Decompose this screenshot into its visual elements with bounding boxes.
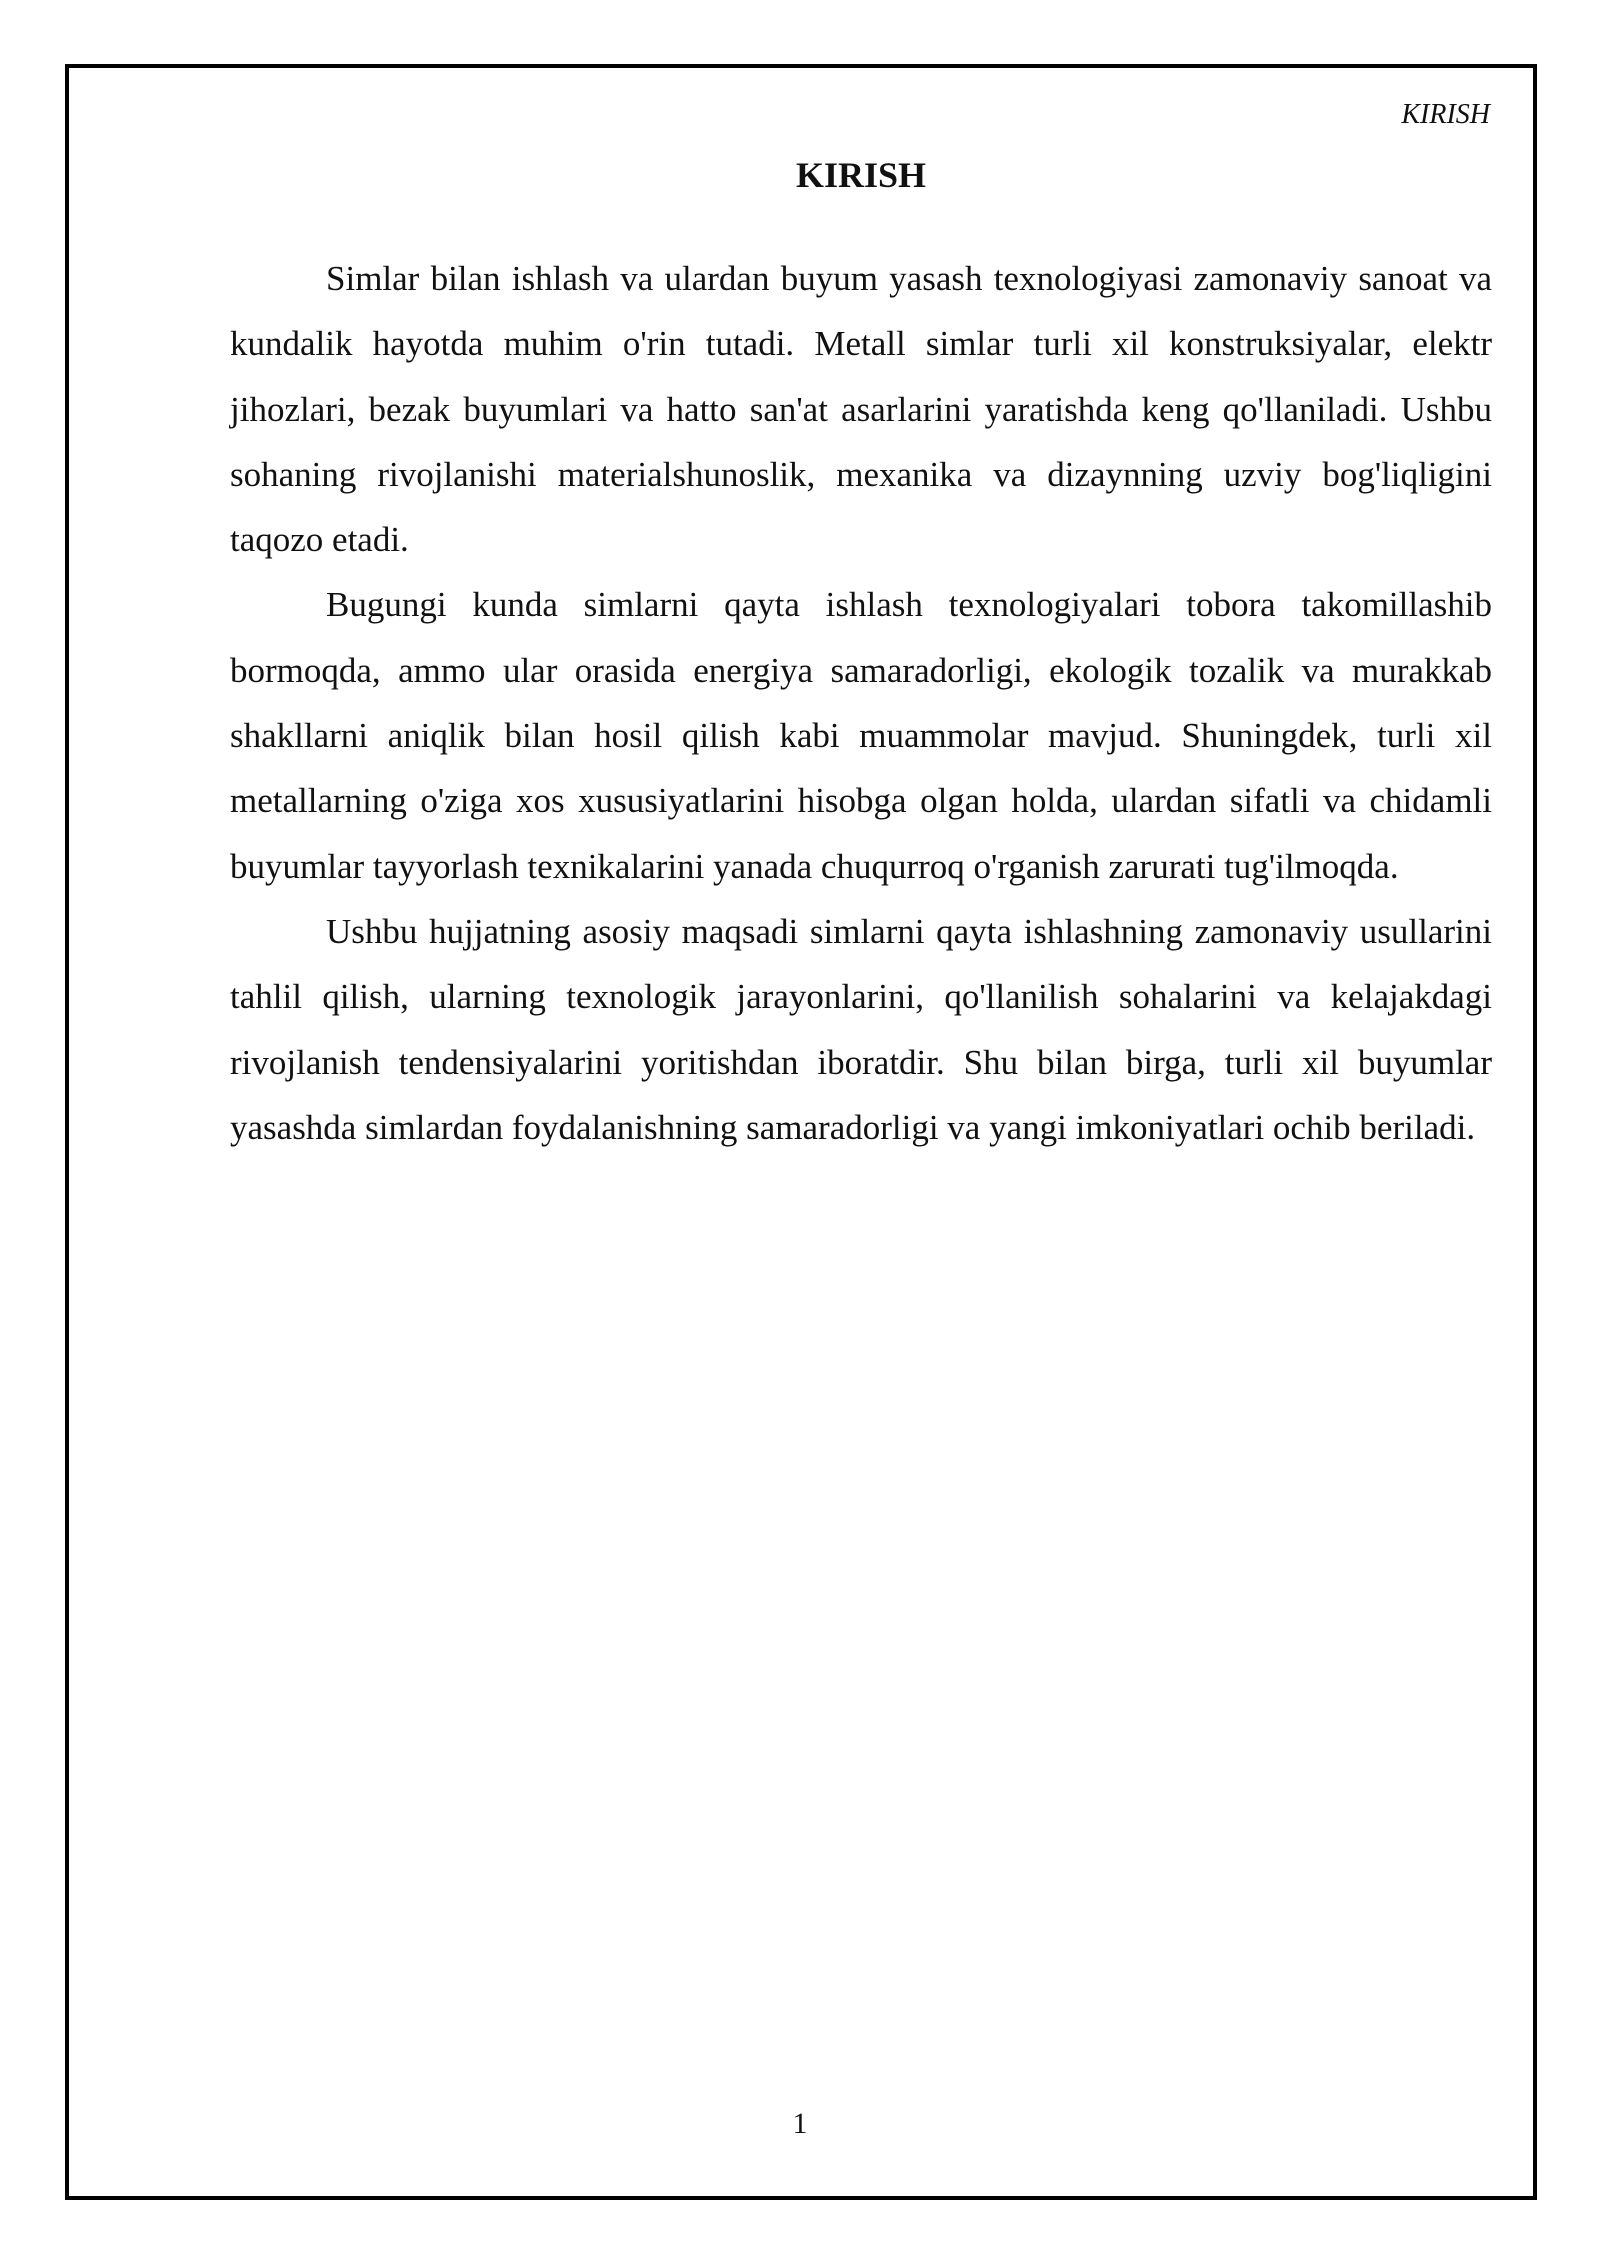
- page-number: 1: [792, 2107, 808, 2140]
- paragraph: Bugungi kunda simlarni qayta ishlash texnologiyalari tobora takomillashib bormoqda, ammo ular orasida energiya samaradorligi, ekologik tozalik va murakkab shakllarni aniqlik bilan hosil qilish kabi muammolar mavjud. Shuningdek, turli xil metallarning o'ziga xos xususiyatlarini hisobga olgan holda, ulardan sifatli va chidamli buyumlar tayyorlash texnikalarini yanada chuqurroq o'rganish zarurati tug'ilmoqda.: [230, 585, 1492, 886]
- running-header: KIRISH: [1401, 99, 1490, 130]
- body-text: [230, 246, 1492, 1160]
- paragraph: Simlar bilan ishlash va ulardan buyum yasash texnologiyasi zamonaviy sanoat va kundalik hayotda muhim o'rin tutadi. Metall simlar turli xil konstruksiyalar, elektr jihozlari, bezak buyumlari va hatto san'at asarlarini yaratishda keng qo'llaniladi. Ushbu sohaning rivojlanishi materialshunoslik, mexanika va dizaynning uzviy bog'liqligini taqozo etadi.: [230, 259, 1492, 560]
- paragraph: Ushbu hujjatning asosiy maqsadi simlarni qayta ishlashning zamonaviy usullarini tahlil qilish, ularning texnologik jarayonlarini, qo'llanilish sohalarini va kelajakdagi rivojlanish tendensiyalarini yoritishdan iboratdir. Shu bilan birga, turli xil buyumlar yasashda simlardan foydalanishning samaradorligi va yangi imkoniyatlari ochib beriladi.: [230, 911, 1492, 1147]
- page-title: KIRISH: [795, 155, 927, 195]
